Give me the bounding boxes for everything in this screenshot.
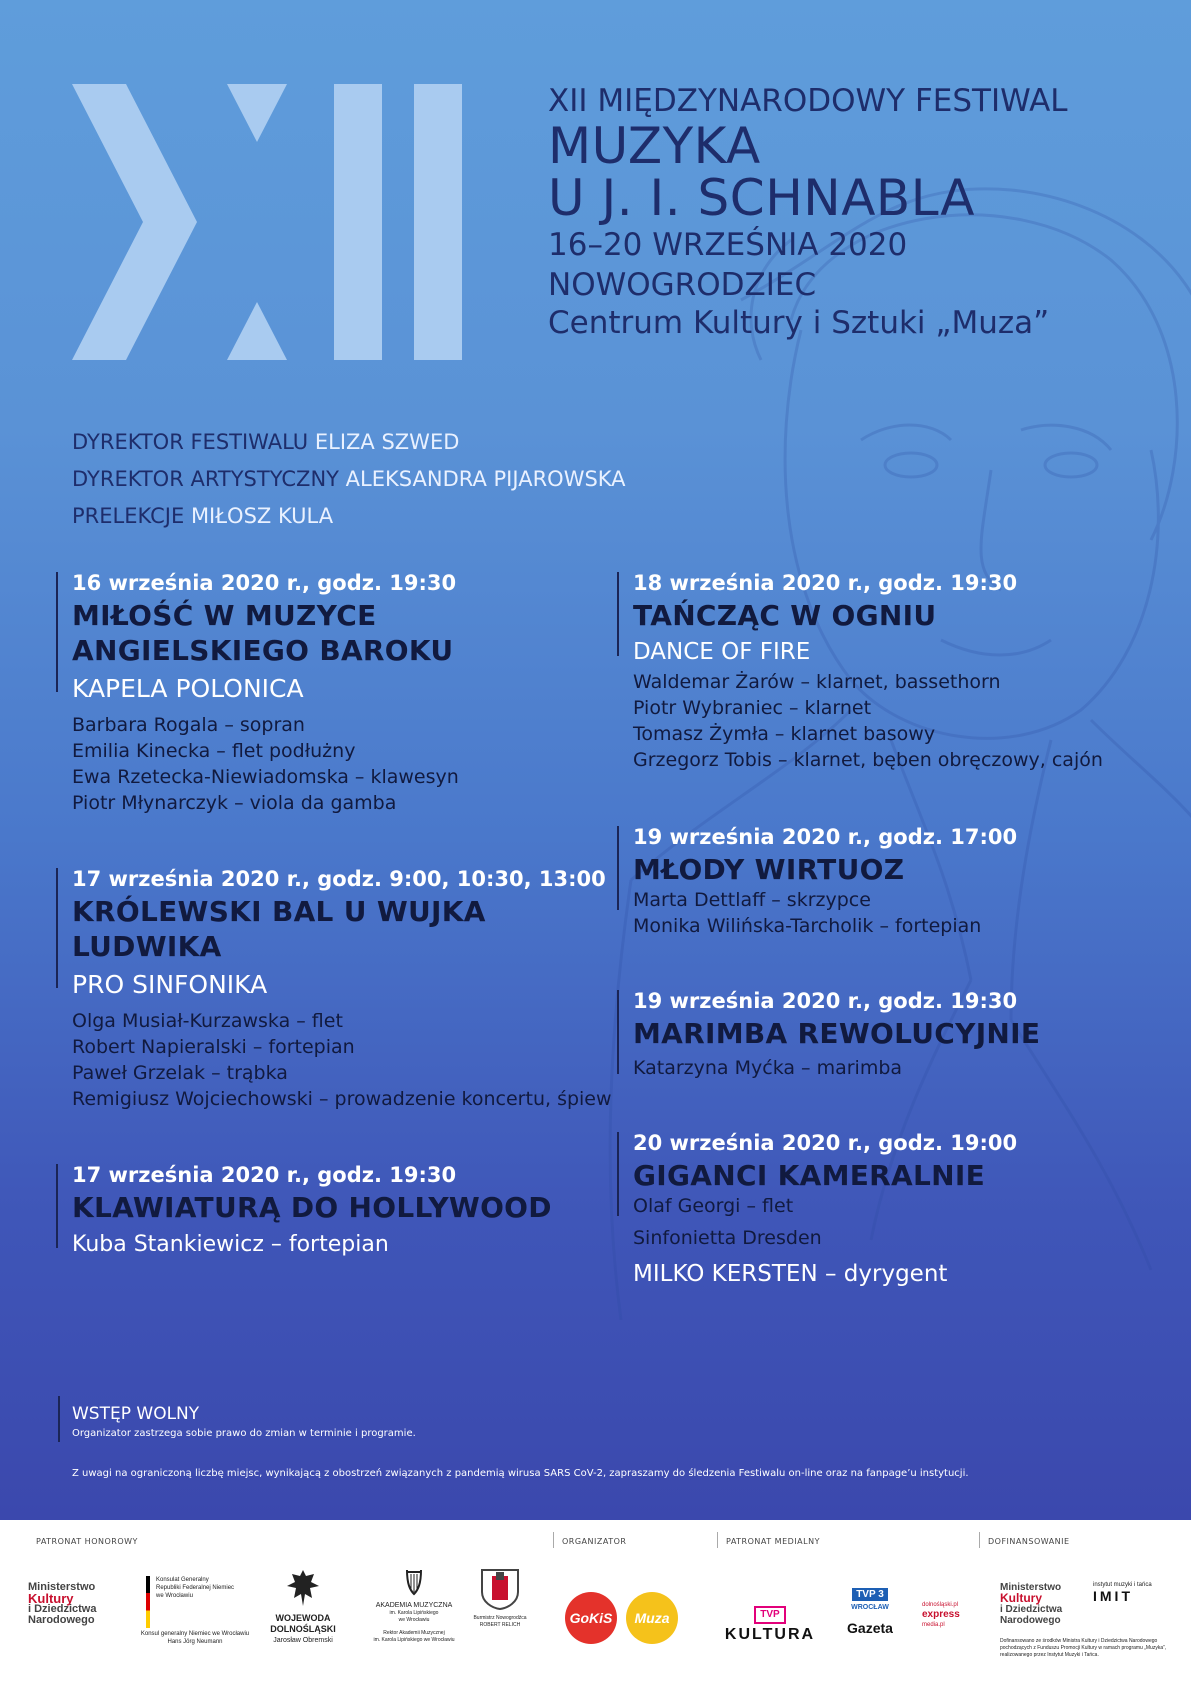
event-ensemble: KAPELA POLONICA <box>72 674 304 703</box>
funding-note: Dofinansowano ze środków Ministra Kultury i Dziedzictwa Narodowego pochodzących z Funduszu Promocji Kultury w ramach programu „Muzyka”, realizowanego przez Instytut Muzyki i Tańca. <box>1000 1638 1167 1658</box>
event-date: 17 września 2020 r., godz. 9:00, 10:30, 13:00 <box>72 867 606 891</box>
event-card <box>72 864 632 1112</box>
sponsor-divider <box>979 1532 980 1548</box>
event-conductor: MILKO KERSTEN – dyrygent <box>633 1261 948 1287</box>
event-performer: Sinfonietta Dresden <box>633 1227 822 1249</box>
festival-title-line2: U J. I. SCHNABLA <box>548 169 975 227</box>
festival-city: NOWOGRODZIEC <box>548 267 817 303</box>
event-performer: Grzegorz Tobis – klarnet, bęben obręczowy, cajón <box>633 749 1103 771</box>
event-date: 19 września 2020 r., godz. 19:30 <box>633 989 1018 1013</box>
gazeta-logo: Gazeta <box>847 1620 893 1636</box>
event-performer: Monika Wilińska-Tarcholik – fortepian <box>633 915 982 937</box>
footer-divider <box>58 1396 60 1442</box>
event-date: 20 września 2020 r., godz. 19:00 <box>633 1131 1018 1155</box>
sponsors-strip <box>0 1520 1191 1684</box>
festival-dates: 16–20 WRZEŚNIA 2020 <box>548 227 908 263</box>
festival-venue: Centrum Kultury i Sztuki „Muza” <box>548 305 1050 341</box>
imit-logo: instytut muzyki i tańca IMIT <box>1093 1582 1152 1604</box>
label-media-patronage: PATRONAT MEDIALNY <box>726 1537 820 1546</box>
event-title: MŁODY WIRTUOZ <box>633 853 905 886</box>
event-performer: Paweł Grzelak – trąbka <box>72 1062 288 1084</box>
event-divider <box>617 990 619 1074</box>
festival-edition: XII MIĘDZYNARODOWY FESTIWAL <box>548 83 1068 119</box>
event-performer: Katarzyna Myćka – marimba <box>633 1057 903 1079</box>
event-title: KRÓLEWSKI BAL U WUJKA <box>72 895 486 928</box>
credit-lectures: PRELEKCJE MIŁOSZ KULA <box>72 504 334 528</box>
event-ensemble: PRO SINFONIKA <box>72 970 268 999</box>
disclaimer-text: Organizator zastrzega sobie prawo do zmian w terminie i programie. <box>72 1428 416 1439</box>
lyre-icon <box>404 1566 424 1596</box>
credits <box>72 424 626 535</box>
event-divider <box>617 826 619 910</box>
event-title: LUDWIKA <box>72 930 222 963</box>
event-performer: Kuba Stankiewicz – fortepian <box>72 1232 389 1257</box>
tvp-kultura-logo: TVP KULTURA <box>720 1604 820 1646</box>
event-card <box>633 1128 1173 1293</box>
credit-director: DYREKTOR FESTIWALU ELIZA SZWED <box>72 430 460 454</box>
event-title: GIGANCI KAMERALNIE <box>633 1159 986 1192</box>
event-performer: Barbara Rogala – sopran <box>72 714 305 736</box>
event-card <box>633 822 1173 939</box>
event-performer: Tomasz Żymła – klarnet basowy <box>633 723 936 745</box>
event-card <box>633 986 1173 1081</box>
german-flag-icon <box>146 1576 150 1628</box>
roman-numeral-xii-graphic <box>72 84 492 360</box>
label-honorary-patronage: PATRONAT HONOROWY <box>36 1537 138 1546</box>
ministry-logo: Ministerstwo Kultury i Dziedzictwa Narodowego <box>28 1581 97 1626</box>
express-media-logo: dolnośląski.pl express media.pl <box>922 1602 960 1628</box>
free-entry-label: WSTĘP WOLNY <box>72 1404 200 1424</box>
event-title: ANGIELSKIEGO BAROKU <box>72 634 454 667</box>
event-performer: Marta Dettlaff – skrzypce <box>633 889 871 911</box>
event-card <box>633 568 1173 773</box>
festival-title-line1: MUZYKA <box>548 117 761 175</box>
event-divider <box>56 572 58 692</box>
music-academy-logo: AKADEMIA MUZYCZNA im. Karola Lipińskiego we Wrocławiu Rektor Akademii Muzycznej im. Karola Lipińskiego we Wrocławiu <box>364 1566 464 1644</box>
wojewoda-logo: WOJEWODA DOLNOŚLĄSKI Jarosław Obremski <box>258 1568 348 1647</box>
eagle-emblem-icon <box>286 1568 320 1608</box>
event-date: 18 września 2020 r., godz. 19:30 <box>633 571 1018 595</box>
pandemic-notice: Z uwagi na ograniczoną liczbę miejsc, wynikającą z obostrzeń związanych z pandemią wirusa SARS CoV-2, zapraszamy do śledzenia Festiwalu on-line oraz na fanpage’u instytucji. <box>72 1468 969 1479</box>
sponsor-divider <box>717 1532 718 1548</box>
consulate-logo: Konsulat Generalny Republiki Federalnej Niemiec we Wrocławiu Konsul generalny Niemiec we Wrocławiu Hans Jörg Neumann <box>140 1577 250 1645</box>
credit-artistic-director: DYREKTOR ARTYSTYCZNY ALEKSANDRA PIJAROWSKA <box>72 467 626 491</box>
ministry-funding-logo: Ministerstwo Kultury i Dziedzictwa Narodowego <box>1000 1582 1063 1626</box>
label-organizer: ORGANIZATOR <box>562 1537 627 1546</box>
event-card <box>72 568 632 816</box>
event-performer: Waldemar Żarów – klarnet, bassethorn <box>633 671 1001 693</box>
event-ensemble: DANCE OF FIRE <box>633 639 811 665</box>
event-performer: Piotr Młynarczyk – viola da gamba <box>72 792 397 814</box>
gokis-logo: GoKiS <box>565 1592 617 1644</box>
event-date: 19 września 2020 r., godz. 17:00 <box>633 825 1018 849</box>
event-card <box>72 1160 632 1263</box>
event-date: 16 września 2020 r., godz. 19:30 <box>72 571 457 595</box>
event-performer: Remigiusz Wojciechowski – prowadzenie koncertu, śpiew <box>72 1088 612 1110</box>
event-title: KLAWIATURĄ DO HOLLYWOOD <box>72 1191 552 1224</box>
festival-header <box>548 82 1068 342</box>
event-title: TAŃCZĄC W OGNIU <box>633 599 937 632</box>
event-performer: Piotr Wybraniec – klarnet <box>633 697 872 719</box>
event-title: MIŁOŚĆ W MUZYCE <box>72 599 377 632</box>
event-date: 17 września 2020 r., godz. 19:30 <box>72 1163 457 1187</box>
event-divider <box>56 868 58 988</box>
event-divider <box>56 1164 58 1248</box>
label-funding: DOFINANSOWANIE <box>988 1537 1070 1546</box>
muza-logo: Muza <box>626 1592 678 1644</box>
mayor-logo: Burmistrz Nowogrodźca ROBERT RELICH <box>470 1568 530 1629</box>
event-performer: Robert Napieralski – fortepian <box>72 1036 355 1058</box>
event-title: MARIMBA REWOLUCYJNIE <box>633 1017 1041 1050</box>
event-divider <box>617 1132 619 1216</box>
event-performer: Emilia Kinecka – flet podłużny <box>72 740 356 762</box>
event-performer: Olga Musiał-Kurzawska – flet <box>72 1010 343 1032</box>
event-performer: Olaf Georgi – flet <box>633 1195 794 1217</box>
city-coat-of-arms-icon <box>480 1568 520 1610</box>
event-divider <box>617 572 619 656</box>
sponsor-divider <box>553 1532 554 1548</box>
event-performer: Ewa Rzetecka-Niewiadomska – klawesyn <box>72 766 459 788</box>
tvp3-wroclaw-logo: TVP 3 WROCŁAW <box>851 1589 889 1611</box>
